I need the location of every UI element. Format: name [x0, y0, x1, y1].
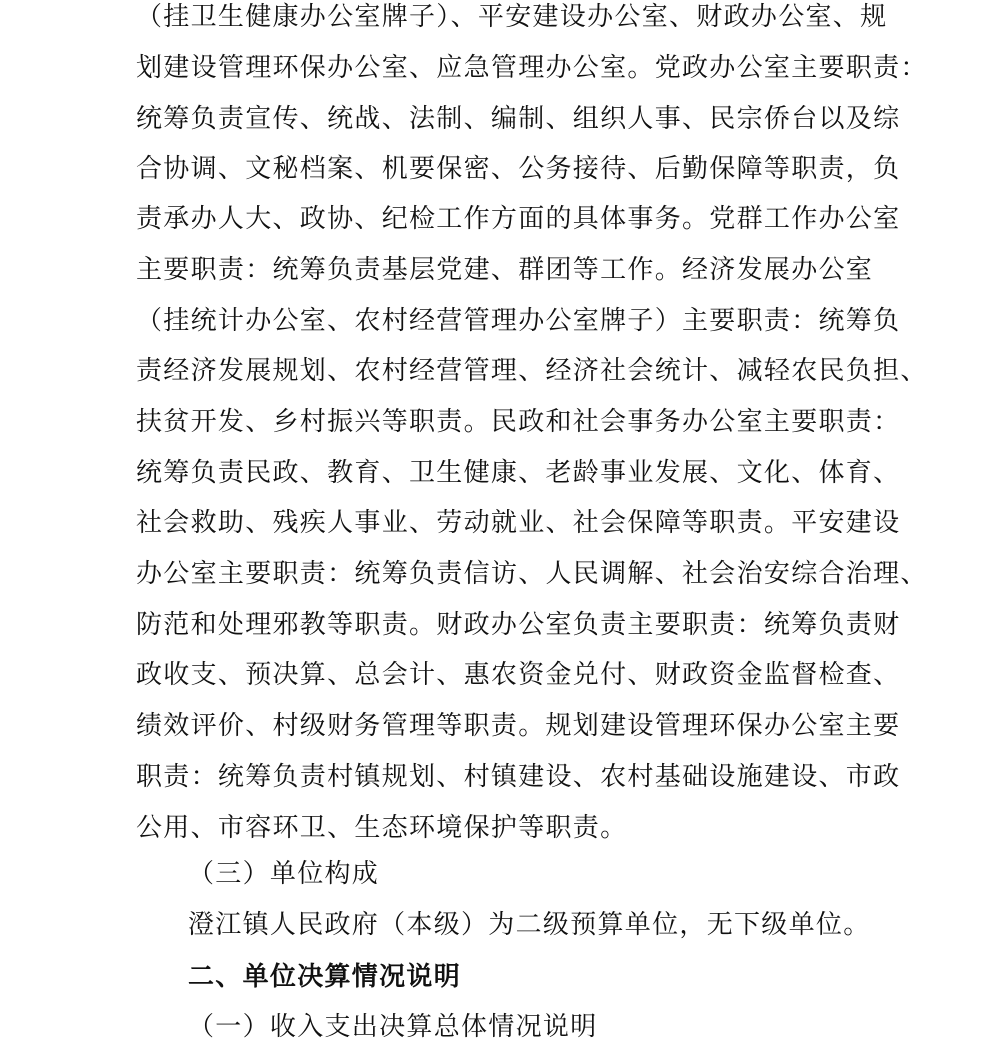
paragraph-line: 职责：统筹负责村镇规划、村镇建设、农村基础设施建设、市政	[136, 762, 901, 792]
paragraph-line: 绩效评价、村级财务管理等职责。规划建设管理环保办公室主要	[136, 711, 901, 741]
paragraph-line: 扶贫开发、乡村振兴等职责。民政和社会事务办公室主要职责：	[136, 407, 901, 437]
section-two-heading: 二、单位决算情况说明	[188, 962, 462, 992]
paragraph-line: 公用、市容环卫、生态环境保护等职责。	[136, 813, 628, 843]
paragraph-line: 合协调、文秘档案、机要保密、公务接待、后勤保障等职责，负	[136, 154, 901, 184]
paragraph-line: 统筹负责宣传、统战、法制、编制、组织人事、民宗侨台以及综	[136, 104, 901, 134]
paragraph-line: 责承办人大、政协、纪检工作方面的具体事务。党群工作办公室	[136, 204, 901, 234]
unit-composition-text: 澄江镇人民政府（本级）为二级预算单位，无下级单位。	[188, 910, 871, 940]
subsection-one-title: （一）收入支出决算总体情况说明	[188, 1012, 598, 1042]
section-three-title: （三）单位构成	[188, 859, 380, 889]
paragraph-line: 政收支、预决算、总会计、惠农资金兑付、财政资金监督检查、	[136, 660, 901, 690]
paragraph-line: 责经济发展规划、农村经营管理、经济社会统计、减轻农民负担、	[136, 356, 928, 386]
paragraph-line: 社会救助、残疾人事业、劳动就业、社会保障等职责。平安建设	[136, 508, 901, 538]
paragraph-line: （挂卫生健康办公室牌子）、平安建设办公室、财政办公室、规	[136, 2, 888, 32]
paragraph-line: 主要职责：统筹负责基层党建、群团等工作。经济发展办公室	[136, 255, 874, 285]
paragraph-line: 统筹负责民政、教育、卫生健康、老龄事业发展、文化、体育、	[136, 458, 901, 488]
paragraph-line: 办公室主要职责：统筹负责信访、人民调解、社会治安综合治理、	[136, 559, 928, 589]
paragraph-line: 防范和处理邪教等职责。财政办公室负责主要职责：统筹负责财	[136, 610, 901, 640]
paragraph-line: （挂统计办公室、农村经营管理办公室牌子）主要职责：统筹负	[136, 306, 901, 336]
paragraph-line: 划建设管理环保办公室、应急管理办公室。党政办公室主要职责：	[136, 53, 928, 83]
